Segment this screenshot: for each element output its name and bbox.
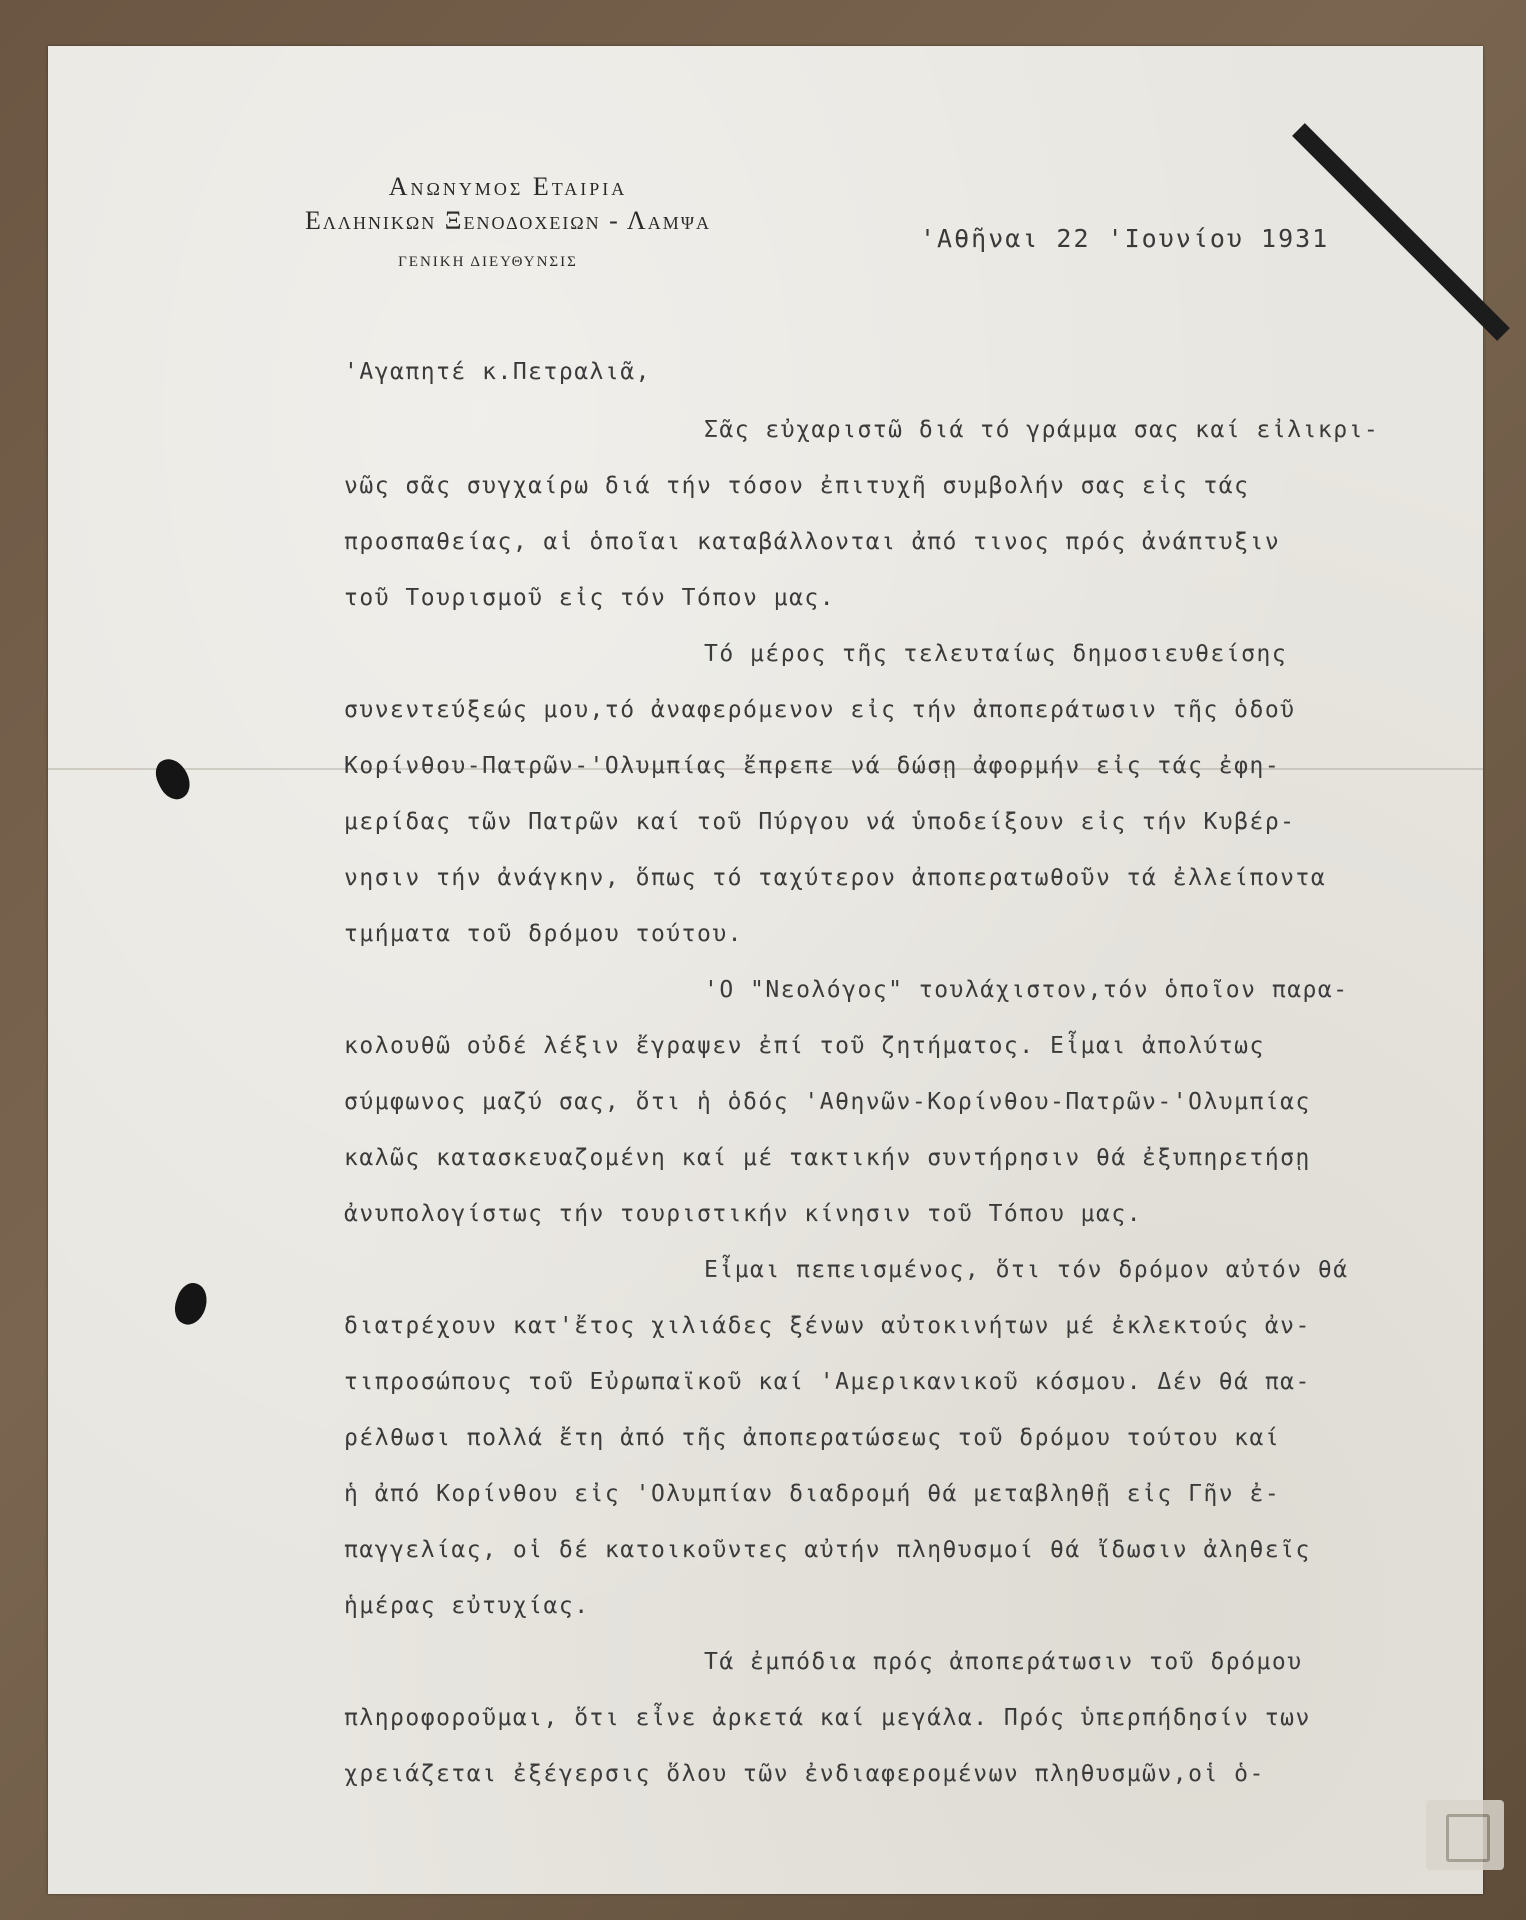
letter-line: τιπροσώπους τοῦ Εὐρωπαϊκοῦ καί 'Αμερικανικοῦ κόσμου. Δέν θά πα- — [344, 1369, 1311, 1395]
letterhead — [198, 172, 818, 271]
letter-line: Εἶμαι πεπεισμένος, ὅτι τόν δρόμον αὐτόν θά — [704, 1257, 1349, 1283]
company-name: Ανωνυμος Εταιρια — [388, 172, 628, 201]
letter-line: νῶς σᾶς συγχαίρω διά τήν τόσον ἐπιτυχῆ συμβολήν σας εἰς τάς — [344, 473, 1250, 499]
letter-line: προσπαθείας, αἱ ὁποῖαι καταβάλλονται ἀπό τινος πρός ἀνάπτυξιν — [344, 529, 1281, 555]
letter-line: πληροφοροῦμαι, ὅτι εἶνε ἀρκετά καί μεγάλα. Πρός ὑπερπήδησίν των — [344, 1705, 1311, 1731]
archive-logo — [1426, 1800, 1504, 1870]
letter-line: καλῶς κατασκευαζομένη καί μέ τακτικήν συντήρησιν θά ἐξυπηρετήσῃ — [344, 1145, 1311, 1171]
letter-line: Τό μέρος τῆς τελευταίως δημοσιευθείσης — [704, 641, 1288, 667]
letter-line: ἡ ἀπό Κορίνθου εἰς 'Ολυμπίαν διαδρομή θά μεταβληθῇ εἰς Γῆν ἐ- — [344, 1481, 1281, 1507]
letter-line: χρειάζεται ἐξέγερσις ὅλου τῶν ἐνδιαφερομένων πληθυσμῶν,οἱ ὁ- — [344, 1761, 1265, 1787]
punch-hole — [170, 1279, 213, 1329]
letter-line: τμήματα τοῦ δρόμου τούτου. — [344, 921, 744, 947]
letter-line: μερίδας τῶν Πατρῶν καί τοῦ Πύργου νά ὑποδείξουν εἰς τήν Κυβέρ- — [344, 809, 1296, 835]
letter-line: διατρέχουν κατ'ἔτος χιλιάδες ξένων αὐτοκινήτων μέ ἐκλεκτούς ἀν- — [344, 1313, 1311, 1339]
letter-line: Τά ἐμπόδια πρός ἀποπεράτωσιν τοῦ δρόμου — [704, 1649, 1303, 1675]
letter-line: συνεντεύξεώς μου,τό ἀναφερόμενον εἰς τήν ἀποπεράτωσιν τῆς ὁδοῦ — [344, 697, 1296, 723]
date-line: 'Αθῆναι 22 'Ιουνίου 1931 — [920, 224, 1330, 253]
letter-line: ἡμέρας εὐτυχίας. — [344, 1593, 590, 1619]
department: ΓΕΝΙΚΗ ΔΙΕΥΘΥΝΣΙΣ — [398, 254, 578, 270]
letter-line: νησιν τήν ἀνάγκην, ὅπως τό ταχύτερον ἀποπερατωθοῦν τά ἐλλείποντα — [344, 865, 1327, 891]
letter-line: σύμφωνος μαζύ σας, ὅτι ἡ ὁδός 'Αθηνῶν-Κορίνθου-Πατρῶν-'Ολυμπίας — [344, 1089, 1311, 1115]
letter-line: Κορίνθου-Πατρῶν-'Ολυμπίας ἔπρεπε νά δώσῃ ἀφορμήν εἰς τάς ἐφη- — [344, 753, 1281, 779]
letter-lines — [344, 402, 1424, 1802]
letter-line: ρέλθωσι πολλά ἔτη ἀπό τῆς ἀποπερατώσεως τοῦ δρόμου τούτου καί — [344, 1425, 1281, 1451]
letter-body — [344, 344, 1424, 1802]
greeting: 'Αγαπητέ κ.Πετραλιᾶ, — [344, 359, 651, 385]
company-name-line2: Ελληνικων Ξενοδοχειων - Λαμψα — [304, 206, 712, 235]
letter-line: τοῦ Τουρισμοῦ εἰς τόν Τόπον μας. — [344, 585, 836, 611]
letter-line: ἀνυπολογίστως τήν τουριστικήν κίνησιν τοῦ Τόπου μας. — [344, 1201, 1143, 1227]
letter-line: παγγελίας, οἱ δέ κατοικοῦντες αὐτήν πληθυσμοί θά ἴδωσιν ἀληθεῖς — [344, 1537, 1311, 1563]
punch-hole — [151, 754, 196, 805]
letter-line: κολουθῶ οὐδέ λέξιν ἔγραψεν ἐπί τοῦ ζητήματος. Εἶμαι ἀπολύτως — [344, 1033, 1265, 1059]
letter-line: Σᾶς εὐχαριστῶ διά τό γράμμα σας καί εἰλικρι- — [704, 417, 1380, 443]
letter-line: 'Ο "Νεολόγος" τουλάχιστον,τόν ὁποῖον παρα- — [704, 977, 1349, 1003]
